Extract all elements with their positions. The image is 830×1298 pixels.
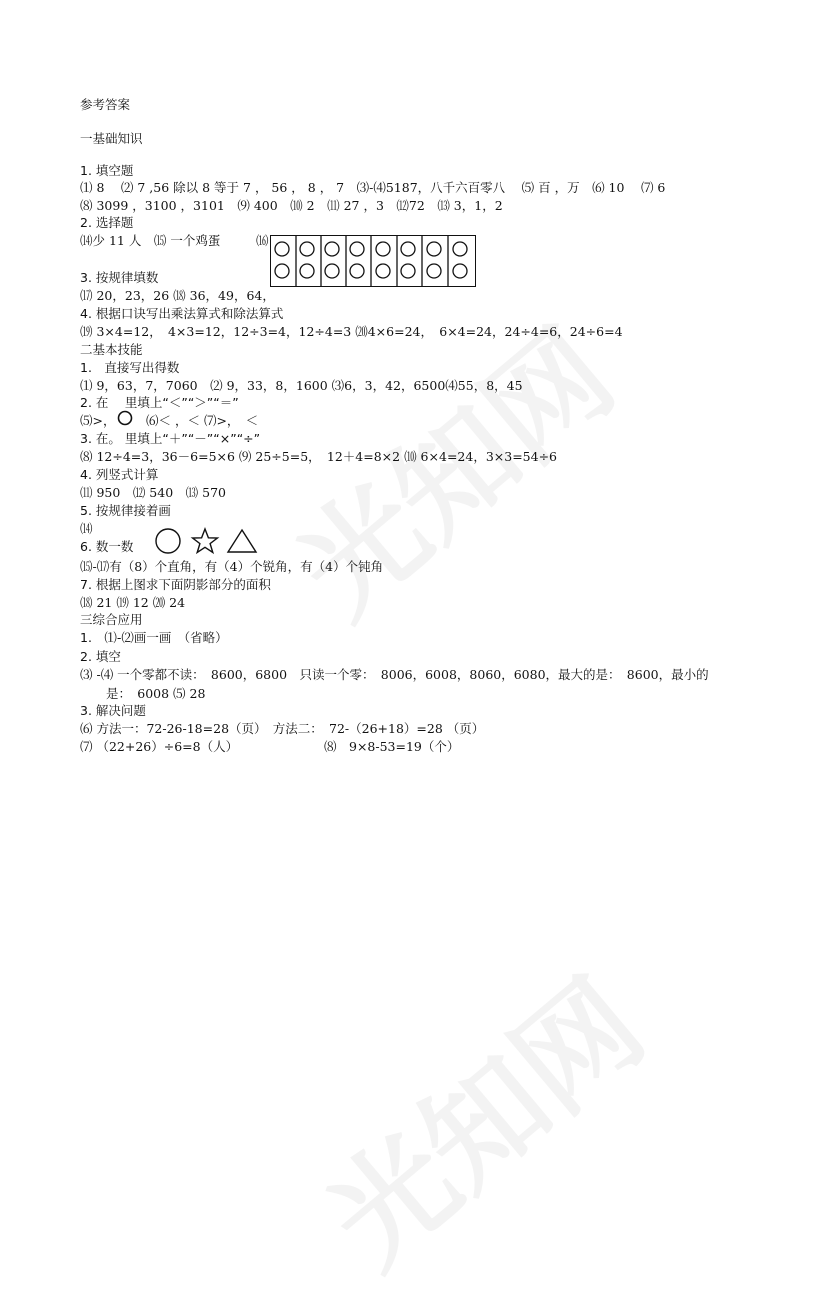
answer-line: ⑻ 3099 ，3100 ，3101 ⑼ 400 ⑽ 2 ⑾ 27 ，3 ⑿72 ⒀ 3，1，2 bbox=[80, 198, 503, 213]
circle-icon bbox=[117, 410, 133, 426]
answer-line: ⒄ 20，23，26 ⒅ 36，49，64， bbox=[80, 288, 275, 303]
section-heading: 二基本技能 bbox=[80, 342, 143, 357]
circle-icon bbox=[156, 529, 180, 553]
answer-line: ⑴ 8 ⑵ 7 ,56 除以 8 等于 7 ， 56 ， 8 ， 7 ⑶-⑷5187，八千六百零八 ⑸ 百 ，万 ⑹ 10 ⑺ 6 bbox=[80, 180, 666, 195]
answer-line: ⒆ 3×4=12， 4×3=12，12÷3=4，12÷4=3 ⒇4×6=24， 6×4=24，24÷4=6，24÷6=4 bbox=[80, 324, 623, 339]
answer-line: ⑻ 12÷4=3，36－6=5×6 ⑼ 25÷5=5， 12＋4=8×2 ⑽ 6×4=24，3×3=54÷6 bbox=[80, 449, 558, 464]
answer-line: ⒁ bbox=[80, 521, 93, 536]
answer-line: ⑶ -⑷ 一个零都不读： 8600，6800 只读一个零： 8006，6008，8060，6080，最大的是： 8600，最小的 bbox=[80, 667, 709, 682]
answer-line: ⑾ 950 ⑿ 540 ⒀ 570 bbox=[80, 485, 226, 500]
question-heading: 4. 列竖式计算 bbox=[80, 467, 159, 482]
question-heading: 1. 填空题 bbox=[80, 163, 134, 178]
grid-circles-figure bbox=[270, 235, 476, 287]
answer-line: ⑹ 方法一：72-26-18=28（页） 方法二： 72-（26+18）=28 （页） bbox=[80, 721, 485, 736]
pattern-shapes bbox=[150, 526, 260, 556]
answer-line: ⑻ 9×8-53=19（个） bbox=[324, 739, 460, 754]
question-heading: 3. 在。 里填上“＋”“－”“×”“÷” bbox=[80, 431, 261, 446]
question-heading: 2. 填空 bbox=[80, 649, 121, 664]
triangle-icon bbox=[228, 530, 256, 552]
answer-line: ⒃ bbox=[256, 233, 269, 248]
question-heading: 3. 解决问题 bbox=[80, 703, 146, 718]
answer-line: ⒅ 21 ⒆ 12 ⒇ 24 bbox=[80, 595, 186, 610]
question-heading: 5. 按规律接着画 bbox=[80, 503, 171, 518]
answer-line: ⑸>， bbox=[80, 413, 116, 428]
question-heading: 7. 根据上图求下面阴影部分的面积 bbox=[80, 577, 271, 592]
answer-line: ⒁少 11 人 ⒂ 一个鸡蛋 bbox=[80, 233, 221, 248]
answer-line: ⑺ （22+26）÷6=8（人） bbox=[80, 739, 239, 754]
question-heading: 4. 根据口诀写出乘法算式和除法算式 bbox=[80, 306, 284, 321]
question-heading: 1. ⑴-⑵画一画 （省略） bbox=[80, 630, 228, 645]
answer-line: ⒂-⒄有（8）个直角，有（4）个锐角，有（4）个钝角 bbox=[80, 559, 384, 574]
watermark bbox=[287, 934, 673, 1297]
question-heading: 2. 在 里填上“＜”“＞”“＝” bbox=[80, 395, 239, 410]
section-heading: 一基础知识 bbox=[80, 131, 143, 146]
star-icon bbox=[193, 529, 218, 553]
question-heading: 2. 选择题 bbox=[80, 215, 134, 230]
question-heading: 6. 数一数 bbox=[80, 539, 134, 554]
answer-line: ⑹＜ ，＜ ⑺>， ＜ bbox=[146, 413, 259, 428]
question-heading: 3. 按规律填数 bbox=[80, 270, 159, 285]
answer-line: ⑴ 9，63，7，7060 ⑵ 9，33，8，1600 ⑶6，3，42，6500⑷55，8，45 bbox=[80, 378, 523, 393]
page-title: 参考答案 bbox=[80, 97, 131, 112]
section-heading: 三综合应用 bbox=[80, 612, 143, 627]
question-heading: 1. 直接写出得数 bbox=[80, 360, 180, 375]
answer-line: 是： 6008 ⑸ 28 bbox=[106, 686, 206, 701]
